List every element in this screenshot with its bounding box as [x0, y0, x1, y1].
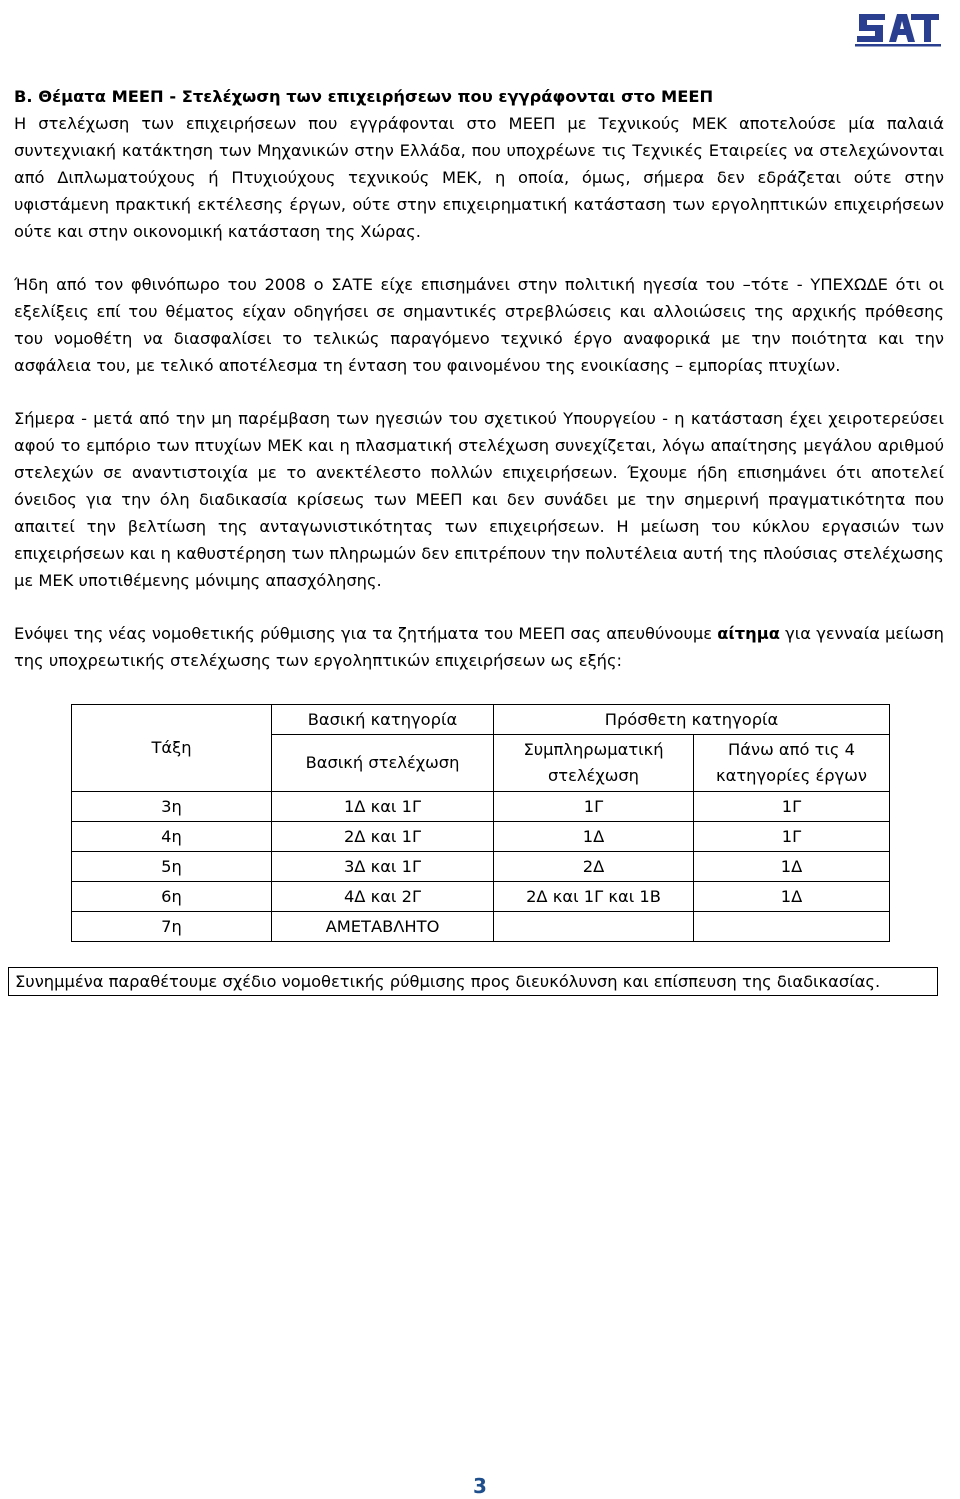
cell-basic: 4Δ και 2Γ	[272, 882, 494, 912]
paragraph-sate-warning: Ήδη από τον φθινόπωρο του 2008 ο ΣΑΤΕ είχε επισημάνει στην πολιτική ηγεσία του –τότε - ΥΠΕΧΩΔΕ ότι οι εξελίξεις επί του θέματος είχαν οδηγήσει σε σημαντικές στρεβλώσεις και αλλοιώσεις της αρχικής πρόθεσης του νομοθέτη να διασφαλίσει το τελικώς παραγόμενο τεχνικό έργο αναφορικά με την ποιότητα και την ασφάλεια του, με τελικό αποτέλεσμα τη ένταση του φαινομένου της ενοικίασης – εμπορίας πτυχίων.	[14, 275, 944, 375]
cell-over4: 1Γ	[694, 792, 890, 822]
cell-over4: 1Δ	[694, 852, 890, 882]
cell-taxi: 5η	[72, 852, 272, 882]
header-taxi: Τάξη	[72, 705, 272, 792]
cell-supp: 1Δ	[494, 822, 694, 852]
cell-supp	[494, 912, 694, 942]
cell-basic: 2Δ και 1Γ	[272, 822, 494, 852]
table-row	[72, 792, 890, 822]
section-heading: Β. Θέματα ΜΕΕΠ - Στελέχωση των επιχειρήσεων που εγγράφονται στο ΜΕΕΠ	[14, 87, 714, 106]
header-basic-category: Βασική κατηγορία	[272, 705, 494, 735]
cell-over4: 1Δ	[694, 882, 890, 912]
sate-logo-icon	[853, 8, 943, 48]
attachment-note-text: Συνημμένα παραθέτουμε σχέδιο νομοθετικής ρύθμισης προς διευκόλυνση και επίσπευση της διαδικασίας.	[15, 972, 881, 991]
cell-over4: 1Γ	[694, 822, 890, 852]
header-over-4-categories: Πάνω από τις 4 κατηγορίες έργων	[694, 735, 890, 792]
table-row	[72, 912, 890, 942]
attachment-note-box	[8, 967, 938, 996]
cell-basic: 1Δ και 1Γ	[272, 792, 494, 822]
header-extra-category: Πρόσθετη κατηγορία	[494, 705, 890, 735]
page-number: 3	[473, 1474, 487, 1498]
cell-supp: 2Δ	[494, 852, 694, 882]
cell-taxi: 3η	[72, 792, 272, 822]
cell-basic: 3Δ και 1Γ	[272, 852, 494, 882]
header-supplementary-staffing: Συμπληρωματική στελέχωση	[494, 735, 694, 792]
cell-taxi: 7η	[72, 912, 272, 942]
request-bold-word: αίτημα	[717, 624, 780, 643]
staffing-table	[71, 704, 890, 942]
cell-supp: 2Δ και 1Γ και 1Β	[494, 882, 694, 912]
paragraph-current-situation: Σήμερα - μετά από την μη παρέμβαση των ηγεσιών του σχετικού Υπουργείου - η κατάσταση έχει χειροτερεύσει αφού το εμπόριο των πτυχίων ΜΕΚ και η πλασματική στελέχωση συνεχίζεται, λόγω απαίτησης μεγάλου αριθμού στελεχών σε αναντιστοιχία με το ανεκτέλεστο πολλών επιχειρήσεων. Έχουμε ήδη επισημάνει ότι αποτελεί όνειδος για την όλη διαδικασία κρίσεως των ΜΕΕΠ και δεν συνάδει με την σημερινή πραγματικότητα που απαιτεί την βελτίωση της ανταγωνιστικότητας των επιχειρήσεων. Η μείωση του κύκλου εργασιών των επιχειρήσεων και η καθυστέρηση των πληρωμών δεν επιτρέπουν την πολυτέλεια αυτή της πλούσιας στελέχωσης με ΜΕΚ υποτιθέμενης μόνιμης απασχόλησης.	[14, 409, 944, 590]
cell-taxi: 4η	[72, 822, 272, 852]
table-row	[72, 882, 890, 912]
cell-basic: ΑΜΕΤΑΒΛΗΤΟ	[272, 912, 494, 942]
cell-supp: 1Γ	[494, 792, 694, 822]
request-text-start: Ενόψει της νέας νομοθετικής ρύθμισης για τα ζητήματα του ΜΕΕΠ σας απευθύνουμε	[14, 624, 718, 643]
paragraph-request	[14, 620, 944, 674]
request-text-end: για γενναία μείωση της υποχρεωτικής στελέχωσης των εργοληπτικών επιχειρήσεων ως εξής:	[14, 624, 944, 670]
table-row	[72, 822, 890, 852]
header-basic-staffing: Βασική στελέχωση	[272, 735, 494, 792]
paragraph-staffing-history: Η στελέχωση των επιχειρήσεων που εγγράφονται στο ΜΕΕΠ με Τεχνικούς ΜΕΚ αποτελούσε μία παλαιά συντεχνιακή κατάκτηση των Μηχανικών στην Ελλάδα, που υποχρέωνε τις Τεχνικές Εταιρείες να στελεχώνονται από Διπλωματούχους ή Πτυχιούχους τεχνικούς ΜΕΚ, η οποία, όμως, σήμερα δεν εδράζεται ούτε στην υφιστάμενη πρακτική εκτέλεσης έργων, ούτε στην επιχειρηματική κατάσταση των εργοληπτικών επιχειρήσεων ούτε και στην οικονομική κατάσταση της Χώρας.	[14, 114, 944, 241]
cell-over4	[694, 912, 890, 942]
cell-taxi: 6η	[72, 882, 272, 912]
table-row	[72, 852, 890, 882]
